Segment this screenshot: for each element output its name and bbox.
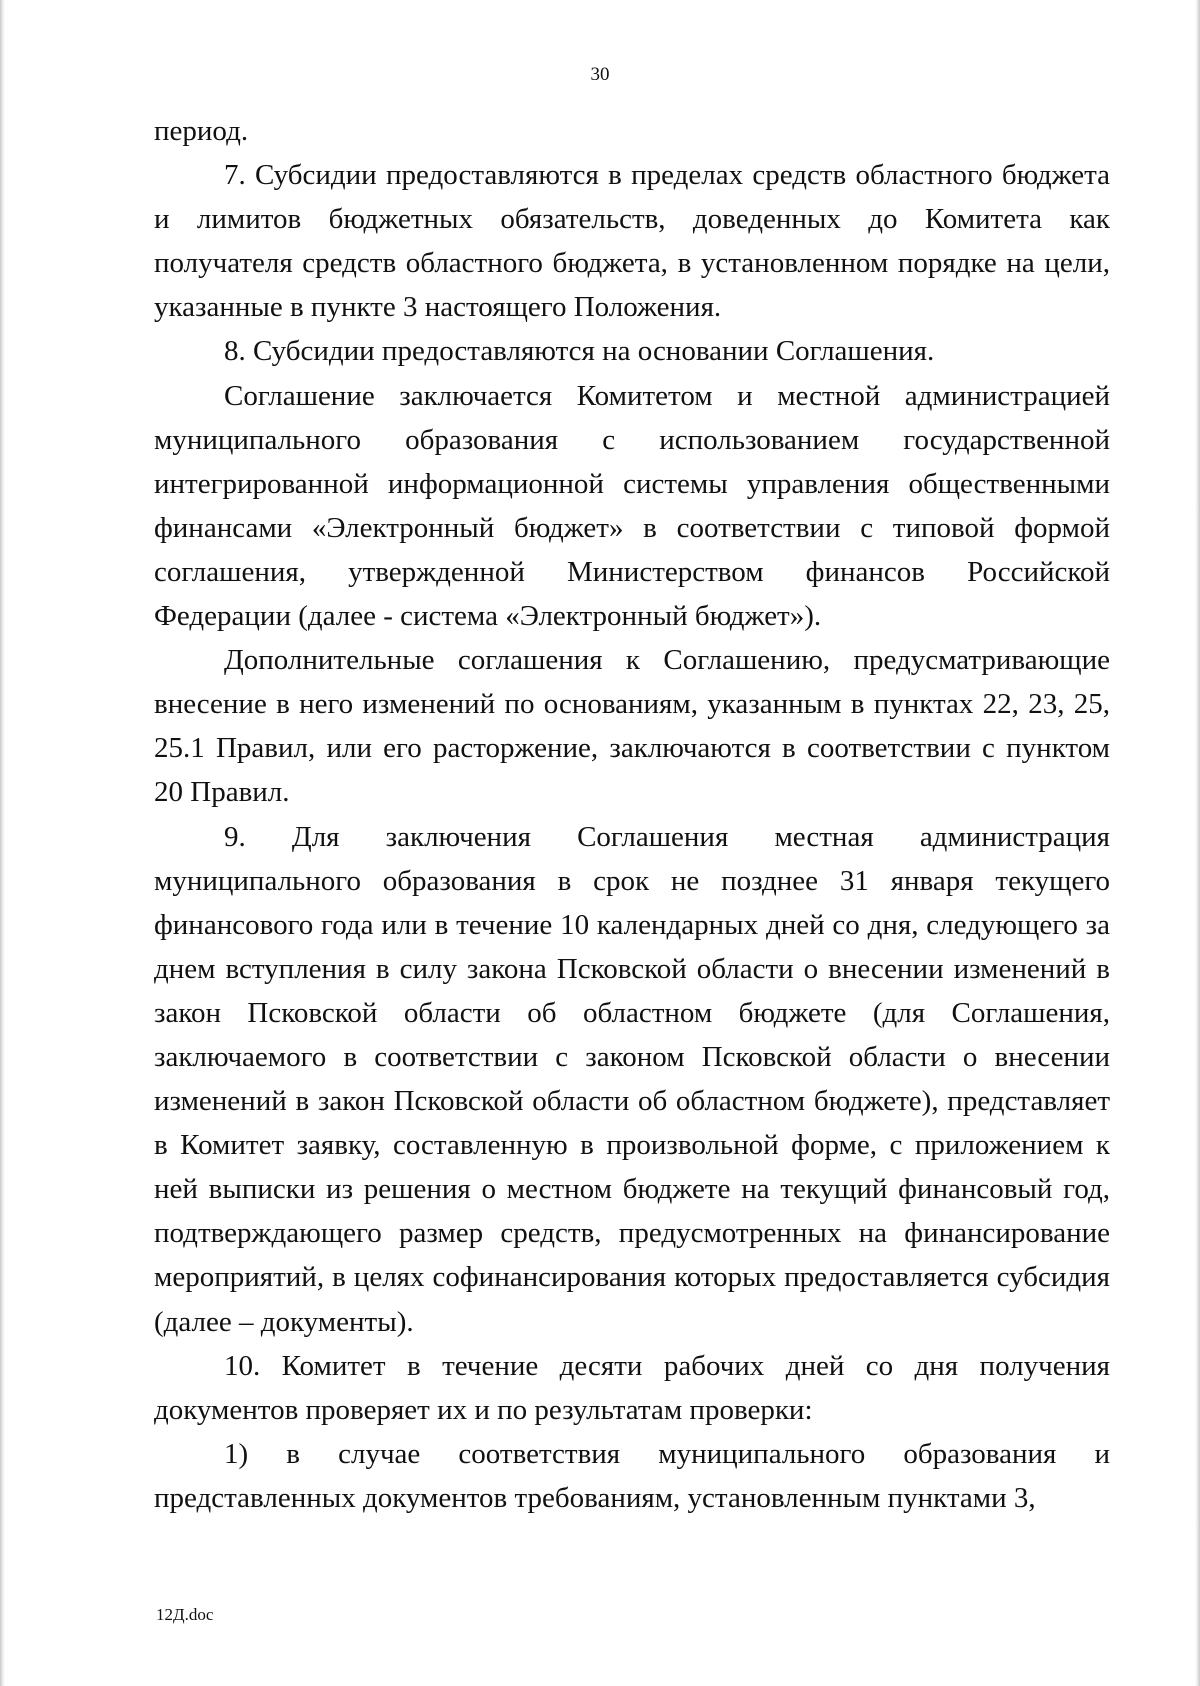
paragraph-subitem-1: 1) в случае соответствия муниципального образования и представленных документов требованиям, установленным пунктами 3, — [154, 1437, 1110, 1514]
paragraph-continuation: период. — [154, 115, 249, 147]
paragraph-item-8: 8. Субсидии предоставляются на основании Соглашения. — [224, 335, 935, 368]
paragraph-item-9: 9. Для заключения Соглашения местная администрация муниципального образования в срок не позднее 31 января текущего финансового года или в течение 10 календарных дней со дня, следующего за днем вступления в силу закона Псковской области о внесении изменений в закон Псковской области об областном бюджете (для Соглашения, заключаемого в соответствии с законом Псковской области о внесении изменений в закон Псковской области об областном бюджете), представляет в Комитет заявку, составленную в произвольной форме, с приложением к ней выписки из решения о местном бюджете на текущий финансовый год, подтверждающего размер средств, предусмотренных на финансирование мероприятий, в целях софинансирования которых предоставляется субсидия (далее – документы). — [154, 820, 1110, 1338]
scan-edge-right — [1195, 0, 1200, 1686]
paragraph-item-7: 7. Субсидии предоставляются в пределах средств областного бюджета и лимитов бюджетных обязательств, доведенных до Комитета как получателя средств областного бюджета, в установленном порядке на цели, указанные в пункте 3 настоящего Положения. — [154, 159, 1110, 324]
footer-filename: 12Д.doc — [156, 1605, 214, 1624]
scan-edge-left — [0, 0, 5, 1686]
paragraph-additional-agreements: Дополнительные соглашения к Соглашению, предусматривающие внесение в него изменений по основаниям, указанным в пунктах 22, 23, 25, 25.1 Правил, или его расторжение, заключаются в соответствии с пунктом 20 Правил. — [154, 644, 1110, 809]
page-number: 30 — [590, 64, 610, 85]
document-body — [154, 109, 1110, 1520]
paragraph-item-10: 10. Комитет в течение десяти рабочих дней со дня получения документов проверяет их и по результатам проверки: — [154, 1349, 1110, 1426]
paragraph-agreement: Соглашение заключается Комитетом и местной администрацией муниципального образования с использованием государственной интегрированной информационной системы управления общественными финансами «Электронный бюджет» в соответствии с типовой формой соглашения, утвержденной Министерством финансов Российской Федерации (далее - система «Электронный бюджет»). — [154, 379, 1110, 633]
